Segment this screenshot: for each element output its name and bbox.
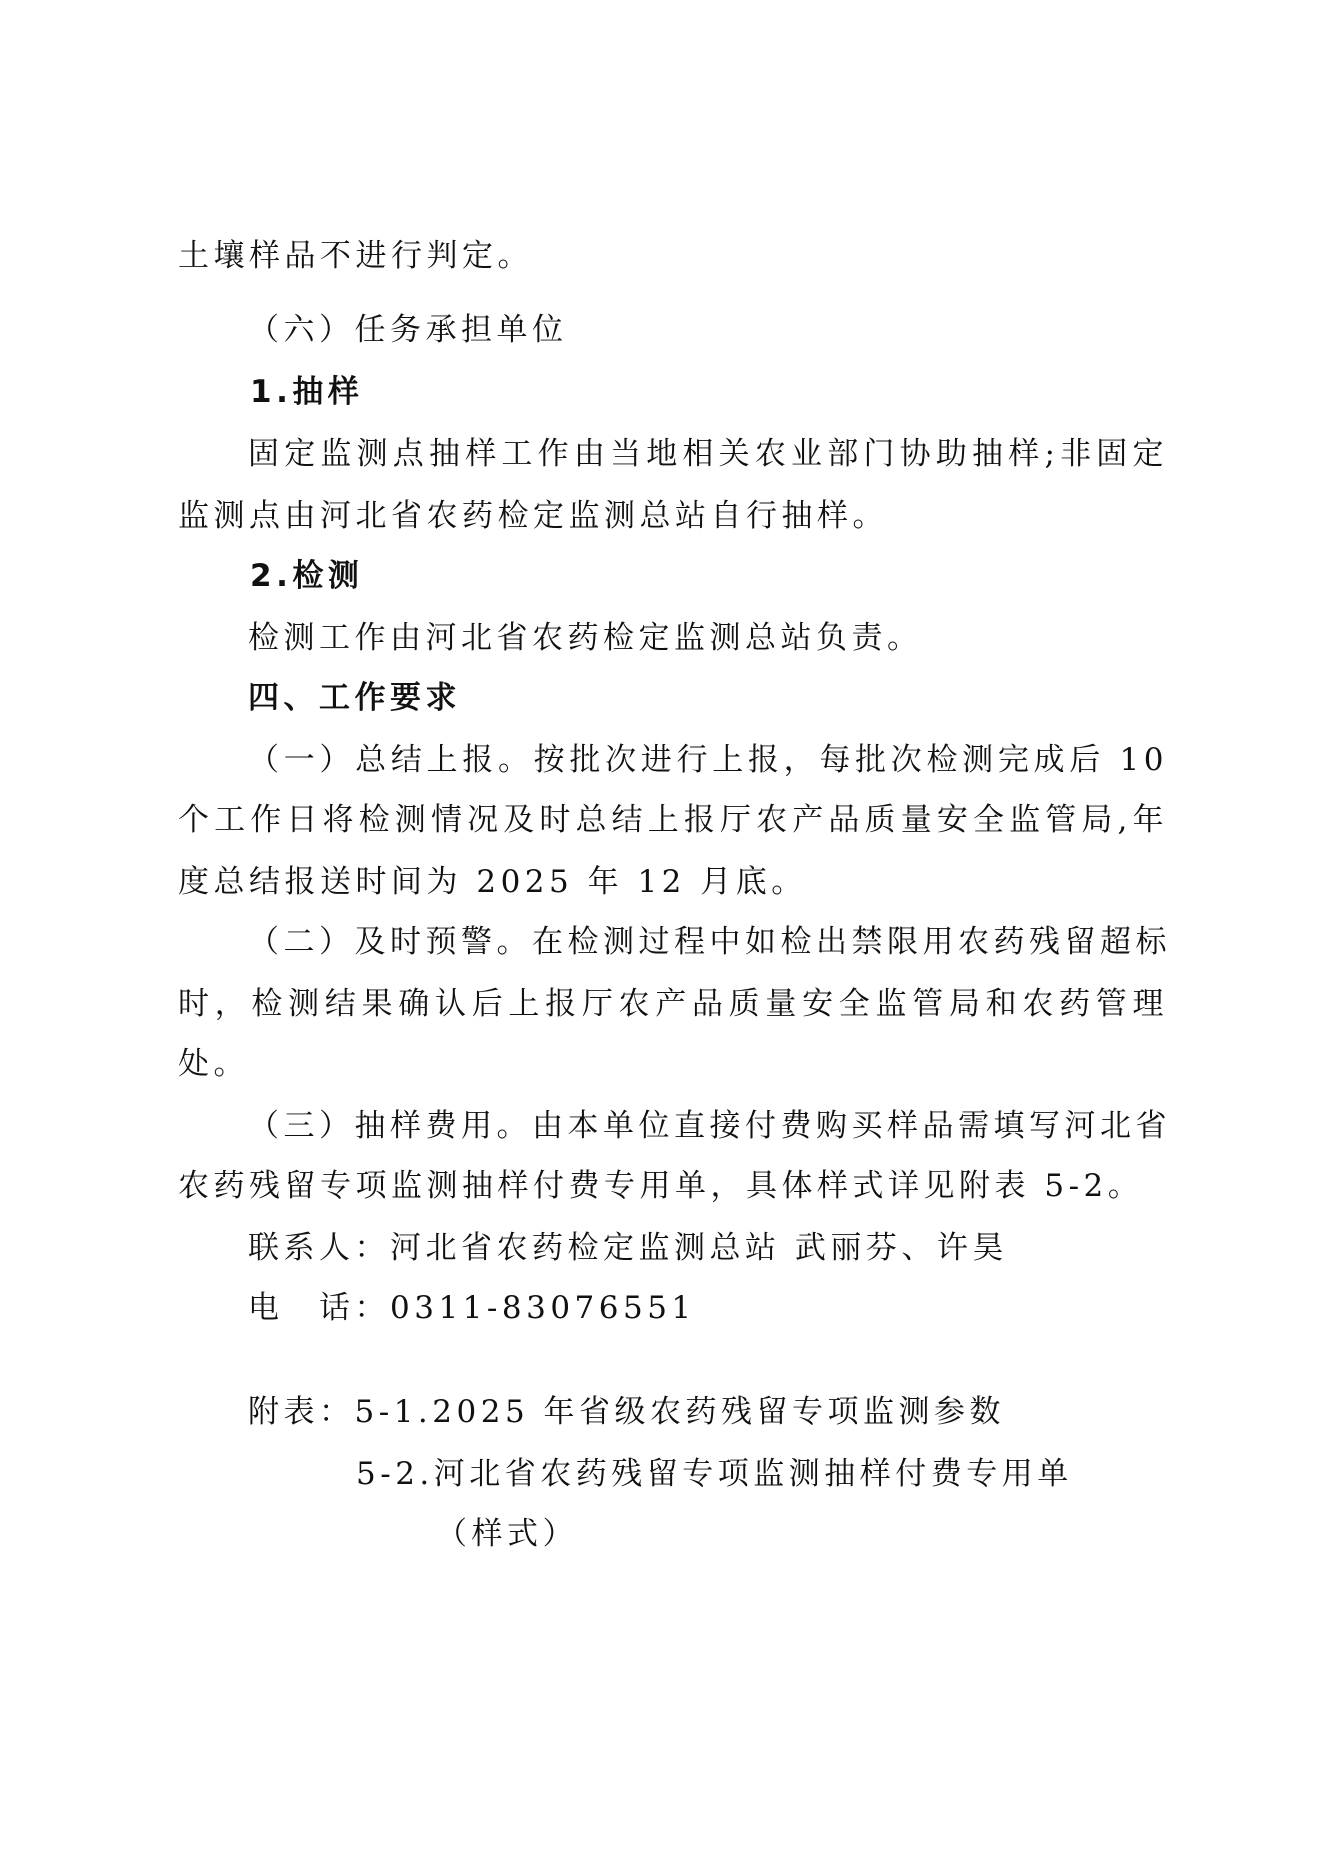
paragraph-line: 检测工作由河北省农药检定监测总站负责。 xyxy=(248,620,923,656)
attachment-item: 5-2.河北省农药残留专项监测抽样付费专用单 xyxy=(356,1456,1073,1492)
subsection-heading: 1.抽样 xyxy=(250,374,364,410)
paragraph-line: 个工作日将检测情况及时总结上报厅农产品质量安全监管局,年 xyxy=(178,802,1168,838)
contact-phone: 电 话：0311-83076551 xyxy=(248,1290,696,1326)
paragraph-line: 处。 xyxy=(178,1046,249,1082)
attachment-item: 附表：5-1.2025 年省级农药残留专项监测参数 xyxy=(248,1394,1006,1430)
contact-person: 联系人：河北省农药检定监测总站 武丽芬、许昊 xyxy=(248,1230,1008,1266)
subsection-heading: 2.检测 xyxy=(250,558,364,594)
paragraph-line: （二）及时预警。在检测过程中如检出禁限用农药残留超标 xyxy=(248,924,1171,960)
paragraph-line: 时，检测结果确认后上报厅农产品质量安全监管局和农药管理 xyxy=(178,986,1168,1022)
chapter-heading: 四、工作要求 xyxy=(248,680,461,716)
section-heading: （六）任务承担单位 xyxy=(248,312,568,348)
paragraph-line: （一）总结上报。按批次进行上报，每批次检测完成后 10 xyxy=(248,742,1168,778)
paragraph-line: 度总结报送时间为 2025 年 12 月底。 xyxy=(178,864,807,900)
paragraph-line: 土壤样品不进行判定。 xyxy=(178,238,533,274)
paragraph-line: （三）抽样费用。由本单位直接付费购买样品需填写河北省 xyxy=(248,1108,1171,1144)
attachment-item-note: （样式） xyxy=(436,1516,578,1552)
paragraph-line: 监测点由河北省农药检定监测总站自行抽样。 xyxy=(178,498,888,534)
paragraph-line: 固定监测点抽样工作由当地相关农业部门协助抽样;非固定 xyxy=(248,436,1168,472)
paragraph-line: 农药残留专项监测抽样付费专用单，具体样式详见附表 5-2。 xyxy=(178,1168,1144,1204)
